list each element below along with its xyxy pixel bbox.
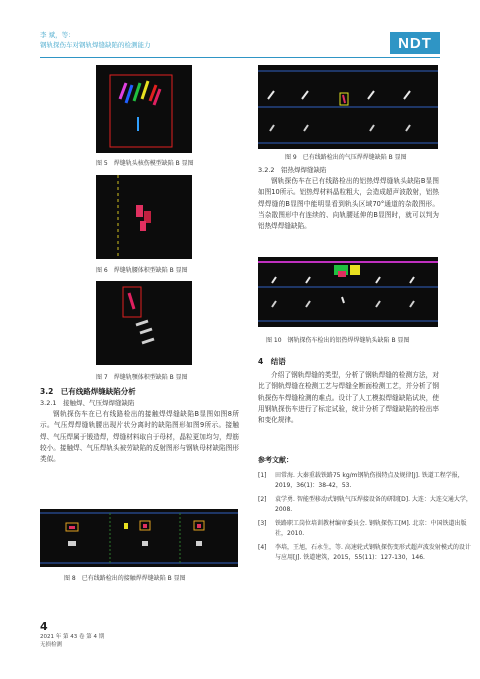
bscan-defect-echoes (66, 521, 204, 546)
figure-6-bscan (96, 175, 192, 259)
reference-text: 李培，王旭，石永生，等. 高速轮式钢轨探伤变形式超声波发射模式的设计与应用[J]. 铁道建筑，2015，55(11)：127-130，146. (275, 544, 471, 561)
bscan-channel-lines (258, 71, 438, 143)
figure-8-bscan (40, 509, 238, 567)
reference-text: 铁路职工岗位培训教材编审委员会. 钢轨探伤工[M]. 北京：中国铁道出版社，2010. (275, 520, 467, 537)
reference-number: [2] (258, 496, 267, 503)
section-4-paragraph: 介绍了钢轨焊缝的类型，分析了钢轨焊缝的检测方法，对比了钢轨焊缝在检测工艺与焊缝全断面检测工艺，并分析了钢轨探伤车焊缝检测的难点。设计了人工模拟焊缝缺陷试块，使用钢轨探伤车进行了标定试验，统计分析了焊缝缺陷的检出率和变化规律。 (258, 371, 439, 425)
reference-item (258, 519, 473, 541)
running-authors: 李 斌，等： (40, 31, 75, 39)
section-3-2-heading: 3.2 已有线路焊缝缺陷分析 (40, 387, 136, 396)
journal-name: 无损检测 (40, 642, 63, 648)
reference-number: [4] (258, 544, 267, 551)
section-3-2-2-heading: 3.2.2 铝热焊焊缝缺陷 (258, 166, 327, 174)
section-3-2-2-paragraph: 钢轨探伤车在已有线路检出的铝热焊焊缝轨头缺陷B显图如图10所示。铝热焊材料晶粒粗大，会造成超声波散射，铝热焊焊缝的B显图中能明显看到轨头区域70°通道的杂散图形。当杂散图形中有连续的、向轨腰延伸的B显图时，就可以判为铝热焊焊缝缺陷。 (258, 177, 439, 231)
reference-number: [1] (258, 472, 267, 479)
references-heading: 参考文献： (258, 456, 293, 464)
page-number: 4 (40, 620, 48, 633)
figure-10-bscan (258, 257, 438, 327)
bscan-defect-echoes (268, 91, 410, 131)
reference-text: 田常海. 大秦重载铁路75 kg/m钢轨伤损特点及规律[J]. 铁道工程学报，2019，36(1)：38-42，53. (275, 472, 464, 489)
figure-8-caption: 图 8 已有线路检出的接触焊焊缝缺陷 B 显图 (64, 575, 186, 582)
journal-issue: 2021 年 第 43 卷 第 4 期 (40, 634, 105, 640)
journal-logo: NDT (390, 32, 440, 54)
bscan-defect-echoes (136, 205, 151, 231)
section-3-2-1-heading: 3.2.1 接触焊、气压焊焊缝缺陷 (40, 399, 135, 407)
figure-6-caption: 图 6 焊缝轨腰体积型缺陷 B 显图 (96, 267, 188, 274)
running-title: 钢轨探伤车对钢轨焊缝缺陷的检测能力 (40, 41, 151, 49)
bscan-defect-echoes (272, 265, 414, 307)
figure-7-bscan (96, 281, 192, 365)
header-rule (40, 57, 440, 58)
bscan-channel-lines (40, 513, 238, 563)
figure-5-caption: 图 5 焊缝轨头核伤模型缺陷 B 显图 (96, 160, 194, 167)
section-4-heading: 4 结语 (258, 357, 286, 366)
figure-9-bscan (258, 65, 438, 149)
section-3-2-1-paragraph: 钢轨探伤车在已有线路检出的接触焊焊缝缺陷B显图如图8所示。气压焊焊缝轨腰出现片状分离时的缺陷图形如图9所示。接触焊、气压焊属于锻造焊，焊缝材料取自于母材，晶粒更加均匀，焊筋较小。接触焊、气压焊轨头被劳缺陷的反射图形与钢轨母材缺陷图形类似。 (40, 410, 239, 464)
figure-9-caption: 图 9 已有线路检出的气压焊焊缝缺陷 B 显图 (285, 154, 407, 161)
figure-7-caption: 图 7 焊缝轨颚体积型缺陷 B 显图 (96, 374, 188, 381)
figure-5-bscan (96, 65, 192, 153)
figure-10-caption: 图 10 钢轨探伤车检出的铝热焊焊缝轨头缺陷 B 显图 (266, 337, 410, 344)
reference-item (258, 543, 473, 575)
reference-item (258, 471, 473, 493)
bscan-defect-echoes (120, 81, 160, 131)
reference-number: [3] (258, 520, 267, 527)
reference-item (258, 495, 473, 517)
reference-text: 袁学勇. 智能型移动式钢轨气压焊接设备的研制[D]. 大连：大连交通大学，2008. (275, 496, 472, 513)
